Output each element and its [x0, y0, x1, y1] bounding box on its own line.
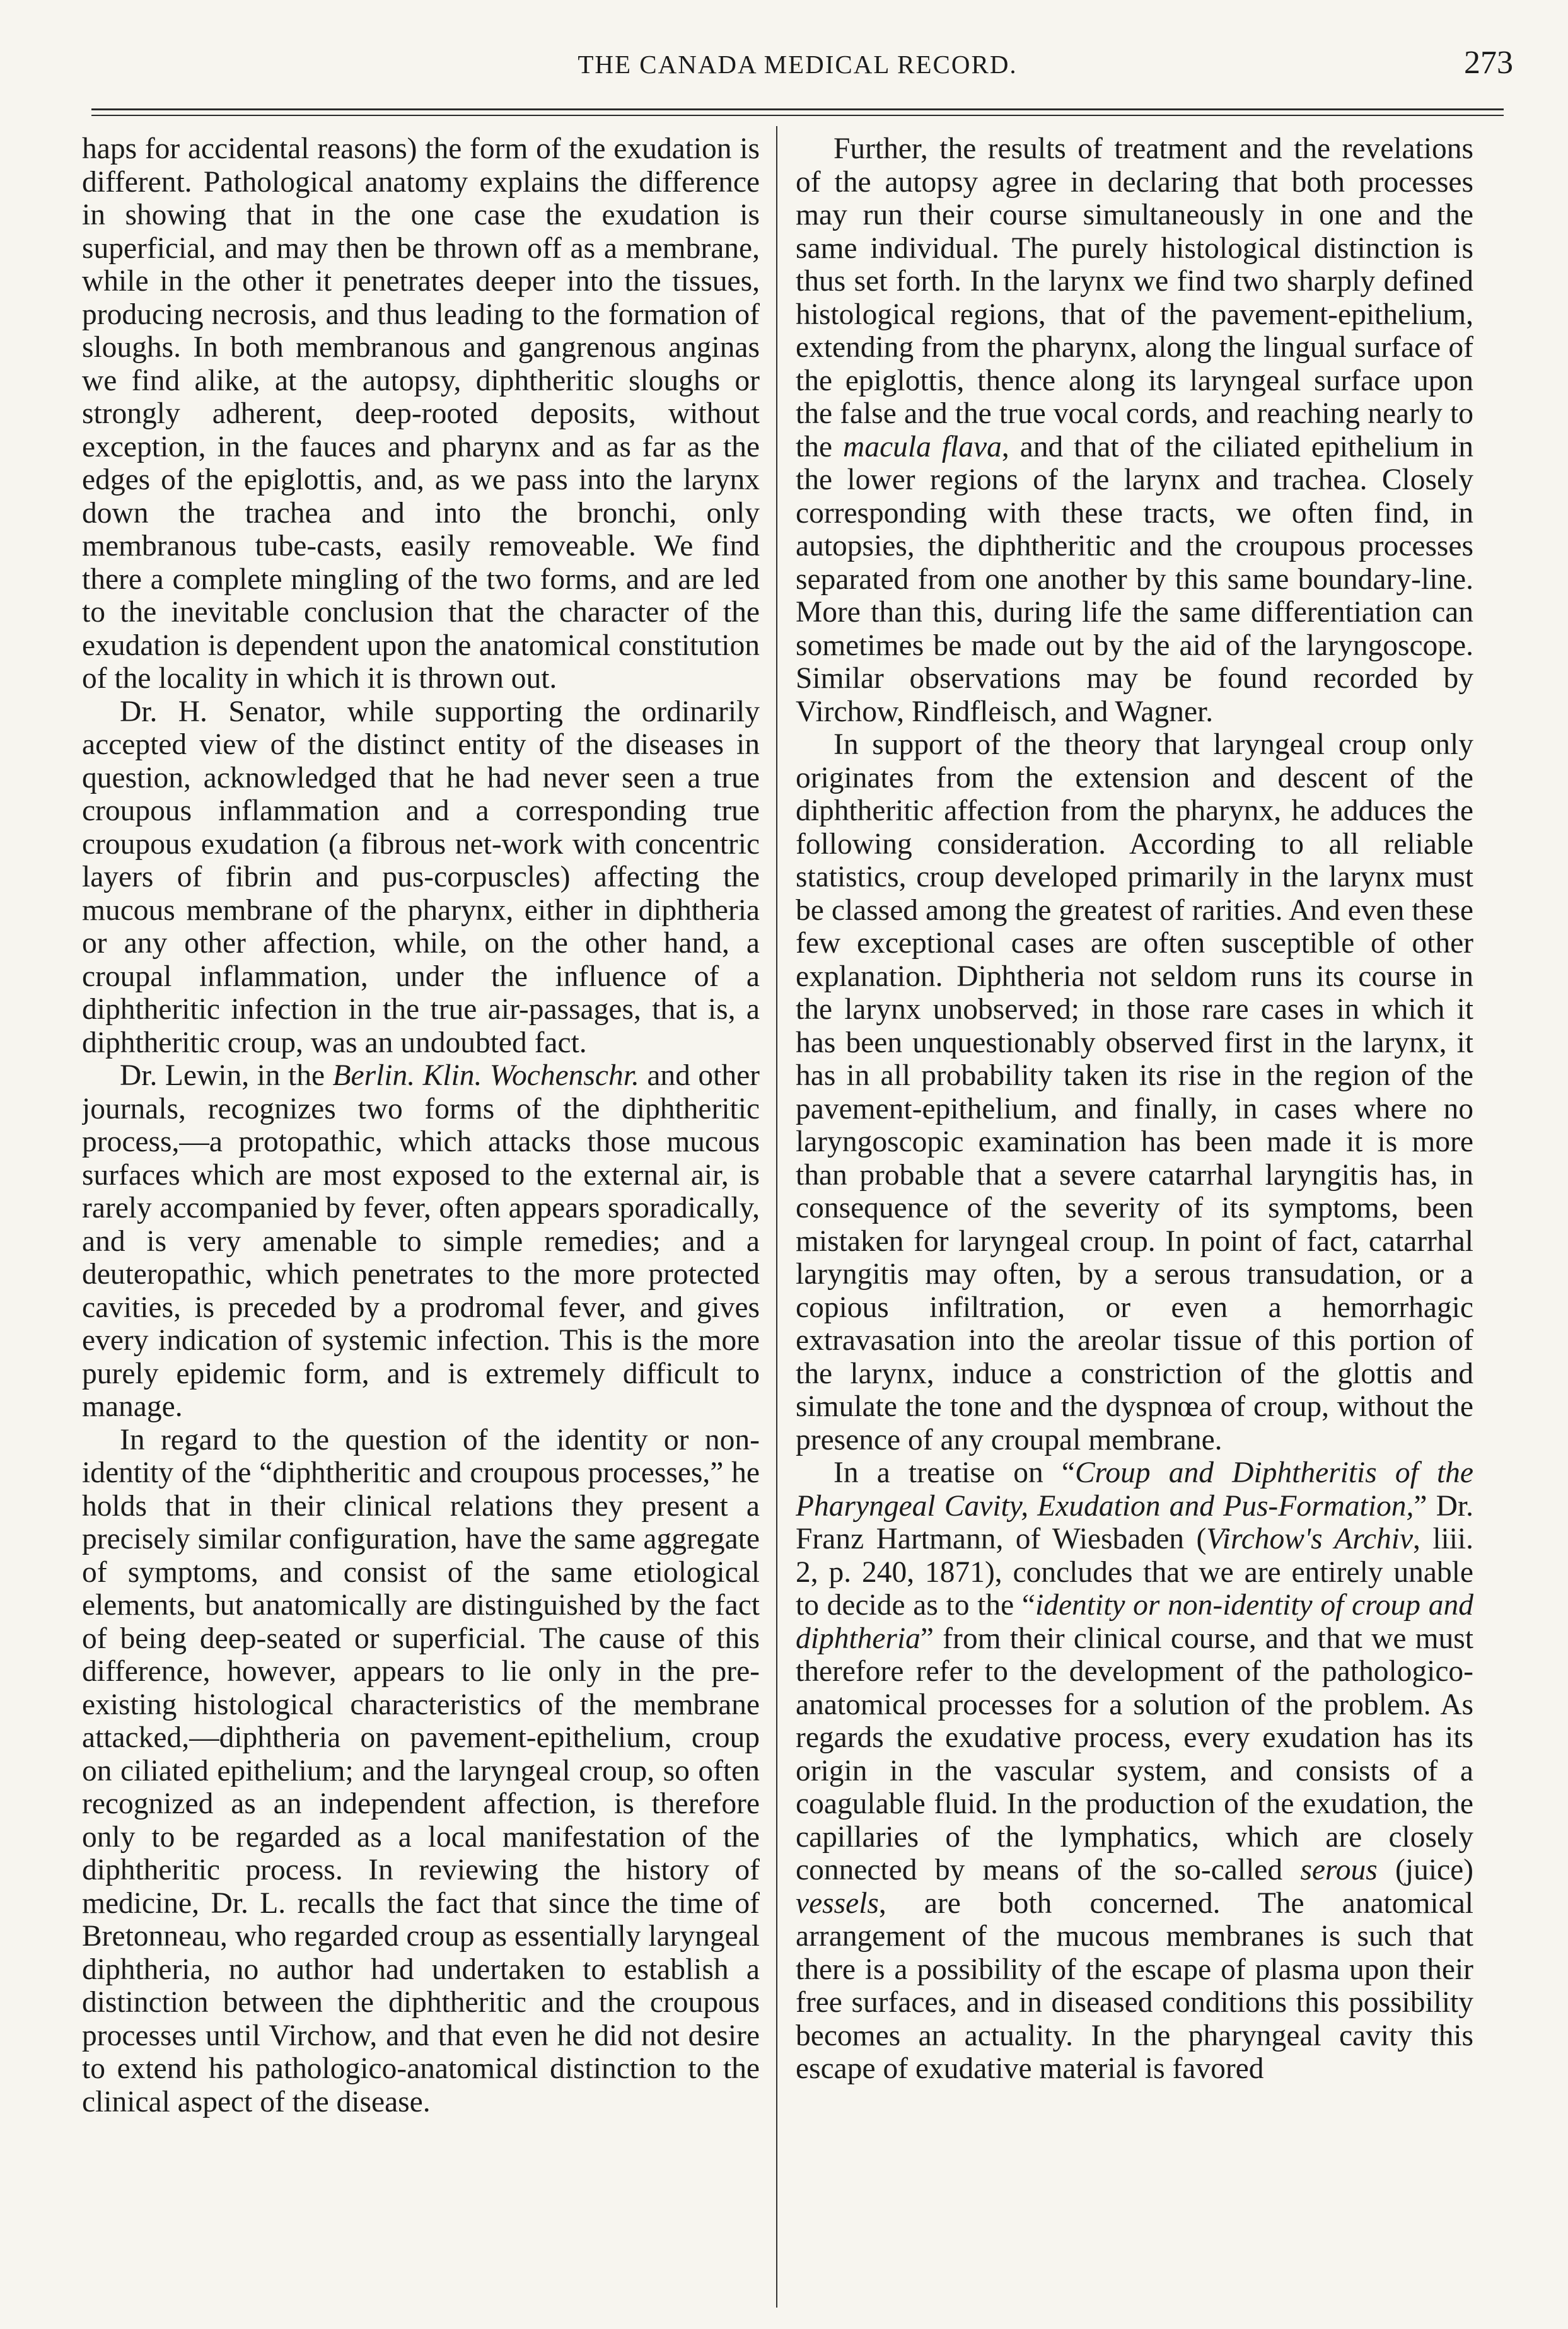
right-paragraph-3-text-f: , are both concerned. The anatomical arrangement of the mucous membranes is such that there is a possibility of the escape of plasma upon their free surfaces, and in diseased conditions this possibility becomes an actuality. In the pharyngeal cavity this escape of exudative material is favored [796, 1886, 1473, 2085]
right-paragraph-2: In support of the theory that laryngeal croup only originates from the extension and descent of the diphtheritic affection from the pharynx, he adduces the following consideration. According to all reliable statistics, croup developed primarily in the larynx must be classed among the greatest of rarities. And even these few exceptional cases are often susceptible of other explanation. Diphtheria not seldom runs its course in the larynx unobserved; in those rare cases in which it has been unquestionably observed first in the larynx, it has in all probability taken its rise in the region of the pavement-epithelium, and finally, in cases where no laryngoscopic examination has been made it is more than probable that a severe catarrhal laryngitis has, in consequence of the severity of its symptoms, been mistaken for laryngeal croup. In point of fact, catarrhal laryngitis may often, by a serous transudation, or a copious infiltration, or even a hemorrhagic extravasation into the areolar tissue of this portion of the larynx, induce a constriction of the glottis and simulate the tone and the dyspnœa of croup, without the presence of any croupal membrane. [796, 728, 1473, 1456]
page-number: 273 [1464, 45, 1513, 81]
right-paragraph-3-text-c: , liii. 2, p. 240, 1871), concludes that we are entirely unable to decide as to the “ [796, 1523, 1473, 1622]
identity-phrase: identity or non-identity of croup and diphtheria [796, 1589, 1473, 1655]
header-rule-top [91, 108, 1504, 110]
archiv-citation: Virchow's Archiv [1206, 1523, 1414, 1555]
serous-term: serous [1300, 1854, 1378, 1886]
left-paragraph-3-text-b: and other journals, recognizes two forms of the diphtheritic process,—a protopathic, which attacks those mucous surfaces which are most exposed to the external air, is rarely accompanied by fever, often appears sporadically, and is very amenable to simple remedies; and a deuteropathic, which penetrates to the more protected cavities, is preceded by a prodromal fever, and gives every indication of systemic infection. This is the more purely epidemic form, and is extremely difficult to manage. [82, 1059, 760, 1423]
right-paragraph-3-text-d: ” from their clinical course, and that we must therefore refer to the development of the pathologico-anatomical processes for a solution of the problem. As regards the exudative process, every exudation has its origin in the vascular system, and consists of a coagulable fluid. In the production of the exudation, the capillaries of the lymphatics, which are closely connected by means of the so-called [796, 1622, 1473, 1886]
left-paragraph-3 [82, 1059, 760, 1424]
right-paragraph-3-text-b: ” Dr. Franz Hartmann, of Wiesbaden ( [796, 1489, 1473, 1555]
right-paragraph-1-text-a: Further, the results of treatment and the revelations of the autopsy agree in declaring that both processes may run their course simultaneously in one and the same individual. The purely histological distinction is thus set forth. In the larynx we find two sharply defined histological regions, that of the pavement-epithelium, extending from the pharynx, along the lingual surface of the epiglottis, thence along its laryngeal surface upon the false and the true vocal cords, and reaching nearly to the [796, 132, 1473, 463]
right-paragraph-3-text-a: In a treatise on “ [833, 1456, 1075, 1489]
macula-flava-term: macula flava [843, 430, 1002, 463]
left-paragraph-4: In regard to the question of the identity or non-identity of the “diphtheritic and croupous processes,” he holds that in their clinical relations they present a precisely similar configuration, have the same aggregate of symptoms, and consist of the same etiological elements, but anatomically are distinguished by the fact of being deep-seated or superficial. The cause of this difference, however, appears to lie only in the pre-existing histological characteristics of the membrane attacked,—diphtheria on pavement-epithelium, croup on ciliated epithelium; and the laryngeal croup, so often recognized as an independent affection, is therefore only to be regarded as a local manifestation of the diphtheritic process. In reviewing the history of medicine, Dr. L. recalls the fact that since the time of Bretonneau, who regarded croup as essentially laryngeal diphtheria, no author had undertaken to establish a distinction between the diphtheritic and the croupous processes until Virchow, and that even he did not desire to extend his pathologico-anatomical distinction to the clinical aspect of the disease. [82, 1423, 760, 2118]
right-paragraph-3-text-e: (juice) [1377, 1854, 1473, 1886]
treatise-title: Croup and Diphtheritis of the Pharyngeal Cavity, Exudation and Pus-Formation, [796, 1456, 1473, 1523]
right-column [796, 132, 1473, 2301]
left-column [82, 132, 760, 2301]
right-paragraph-1 [796, 132, 1473, 728]
header-rule-bottom [91, 115, 1504, 116]
journal-title: THE CANADA MEDICAL RECORD. [578, 50, 1018, 79]
column-divider [776, 126, 777, 2308]
right-paragraph-1-text-b: , and that of the ciliated epithelium in the lower regions of the larynx and trachea. Closely corresponding with these tracts, we often find, in autopsies, the diphtheritic and the croupous processes separated from one another by this same boundary-line. More than this, during life the same differentiation can sometimes be made out by the aid of the laryngoscope. Similar observations may be found recorded by Virchow, Rindfleisch, and Wagner. [796, 430, 1473, 728]
left-paragraph-1: haps for accidental reasons) the form of the exudation is different. Pathological anatomy explains the difference in showing that in the one case the exudation is superficial, and may then be thrown off as a membrane, while in the other it penetrates deeper into the tissues, producing necrosis, and thus leading to the formation of sloughs. In both membranous and gangrenous anginas we find alike, at the autopsy, diphtheritic sloughs or strongly adherent, deep-rooted deposits, without exception, in the fauces and pharynx and as far as the edges of the epiglottis, and, as we pass into the larynx down the trachea and into the bronchi, only membranous tube-casts, easily removeable. We find there a complete mingling of the two forms, and are led to the inevitable conclusion that the character of the exudation is dependent upon the anatomical constitution of the locality in which it is thrown out. [82, 132, 760, 695]
right-paragraph-3 [796, 1456, 1473, 2086]
left-paragraph-2: Dr. H. Senator, while supporting the ordinarily accepted view of the distinct entity of the diseases in question, acknowledged that he had never seen a true croupous inflammation and a corresponding true croupous exudation (a fibrous net-work with concentric layers of fibrin and pus-corpuscles) affecting the mucous membrane of the pharynx, either in diphtheria or any other affection, while, on the other hand, a croupal inflammation, under the influence of a diphtheritic infection in the true air-passages, that is, a diphtheritic croup, was an undoubted fact. [82, 695, 760, 1059]
running-head [82, 44, 1513, 88]
journal-citation: Berlin. Klin. Wochenschr. [332, 1059, 639, 1092]
vessels-term: vessels [796, 1886, 879, 1920]
left-paragraph-3-text-a: Dr. Lewin, in the [120, 1059, 333, 1092]
